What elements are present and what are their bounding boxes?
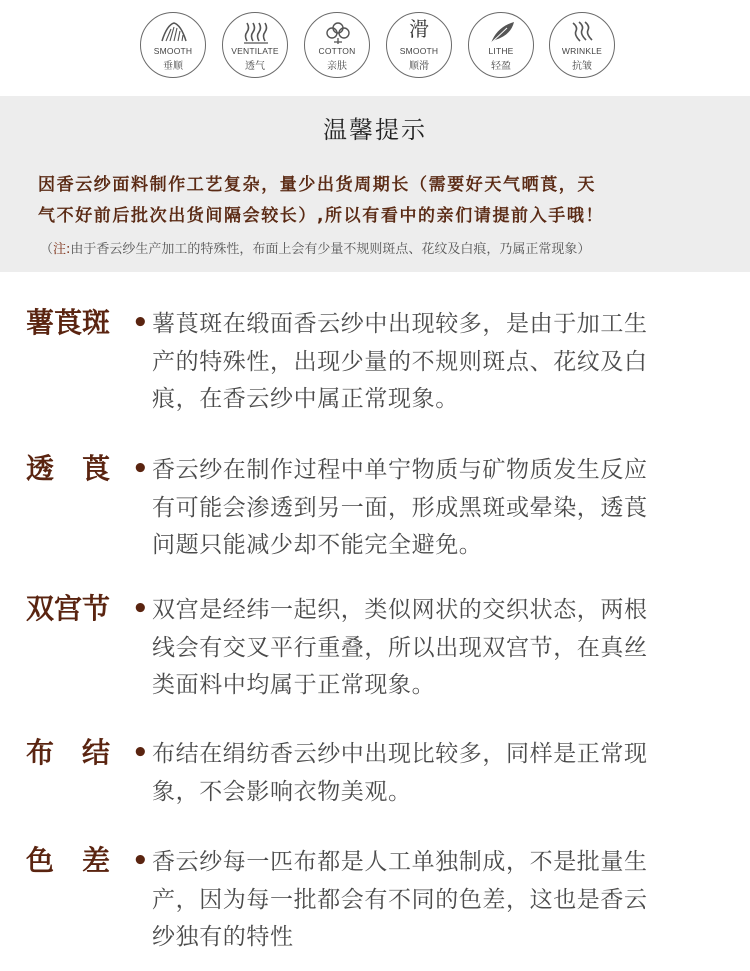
bullet-dot: • — [132, 454, 149, 484]
notice-panel — [0, 96, 750, 272]
feature-zh-label: 顺滑 — [409, 61, 429, 72]
defect-description — [152, 844, 722, 957]
description-line: 香云纱每一匹布都是人工单独制成，不是批量生 — [152, 849, 648, 875]
notice-line-1: 因香云纱面料制作工艺复杂，量少出货周期长（需要好天气晒莨，天 — [38, 175, 596, 195]
notice-note — [40, 238, 730, 257]
defect-description — [152, 306, 722, 419]
defect-term: 透 莨 — [26, 452, 111, 485]
description-line: 产的特殊性，出现少量的不规则斑点、花纹及白 — [152, 348, 648, 375]
description-line: 薯莨斑在缎面香云纱中出现较多，是由于加工生 — [152, 311, 648, 337]
feature-badge-smooth — [386, 12, 452, 78]
description-line: 象，不会影响衣物美观。 — [152, 778, 412, 805]
wrinkle-icon — [568, 19, 598, 45]
notice-line-2: 气不好前后批次出货间隔会较长）,所以有看中的亲们请提前入手哦！ — [38, 206, 605, 226]
feature-zh-label: 透气 — [245, 61, 265, 72]
feature-zh-label: 亲肤 — [327, 61, 347, 72]
feature-badge-drape — [140, 12, 206, 78]
defect-term: 色 差 — [26, 844, 111, 877]
smooth-glyph-icon: 滑 — [409, 17, 429, 41]
description-line: 有可能会渗透到另一面，形成黑斑或晕染，透莨 — [152, 494, 648, 521]
description-line: 类面料中均属于正常现象。 — [152, 672, 436, 698]
description-line: 线会有交叉平行重叠，所以出现双宫节，在真丝 — [152, 634, 648, 661]
feature-en-label: WRINKLE — [561, 46, 603, 56]
bullet-dot: • — [132, 738, 149, 768]
feature-badge-ventilate — [222, 12, 288, 78]
feature-badge-lithe — [468, 12, 534, 78]
feature-en-label: COTTON — [318, 46, 356, 56]
description-line: 双宫是经纬一起织，类似网状的交织状态，两根 — [152, 597, 648, 623]
feature-icon-row — [0, 0, 750, 96]
feature-badge-cotton — [304, 12, 370, 78]
description-line: 问题只能减少却不能完全避免。 — [152, 532, 483, 558]
description-line: 纱独有的特性 — [152, 924, 294, 950]
feature-en-label: LITHE — [488, 46, 514, 56]
notice-title: 温馨提示 — [323, 116, 427, 144]
description-line: 香云纱在制作过程中单宁物质与矿物质发生反应 — [152, 457, 648, 483]
description-line: 布结在绢纺香云纱中出现比较多，同样是正常现 — [152, 741, 648, 767]
description-line: 产，因为每一批都会有不同的色差，这也是香云 — [152, 886, 648, 913]
notice-note-label: 注: — [53, 242, 71, 257]
ventilate-icon — [241, 19, 271, 45]
bullet-dot: • — [132, 308, 149, 338]
notice-note-text: 由于香云纱生产加工的特殊性，布面上会有少量不规则斑点、花纹及白痕，乃属正常现象） — [70, 242, 591, 257]
defect-term: 布 结 — [26, 736, 111, 769]
feature-en-label: SMOOTH — [399, 46, 439, 56]
defect-description — [152, 592, 722, 705]
feather-icon — [487, 19, 517, 45]
bullet-dot: • — [132, 594, 149, 624]
cotton-icon — [323, 19, 353, 45]
feature-zh-label: 轻盈 — [491, 61, 511, 72]
bullet-dot: • — [132, 846, 149, 876]
feature-en-label: VENTILATE — [231, 46, 279, 56]
feature-zh-label: 抗皱 — [572, 61, 592, 72]
description-line: 痕，在香云纱中属正常现象。 — [152, 386, 459, 412]
defect-term: 薯莨斑 — [26, 306, 111, 339]
feature-badge-wrinkle — [549, 12, 615, 78]
defect-description — [152, 736, 722, 811]
notice-note-open: （ — [40, 242, 54, 257]
feature-zh-label: 垂顺 — [163, 61, 183, 72]
defect-description — [152, 452, 722, 565]
defect-term: 双宫节 — [26, 592, 111, 625]
drape-icon — [159, 19, 189, 45]
feature-en-label: SMOOTH — [153, 46, 193, 56]
